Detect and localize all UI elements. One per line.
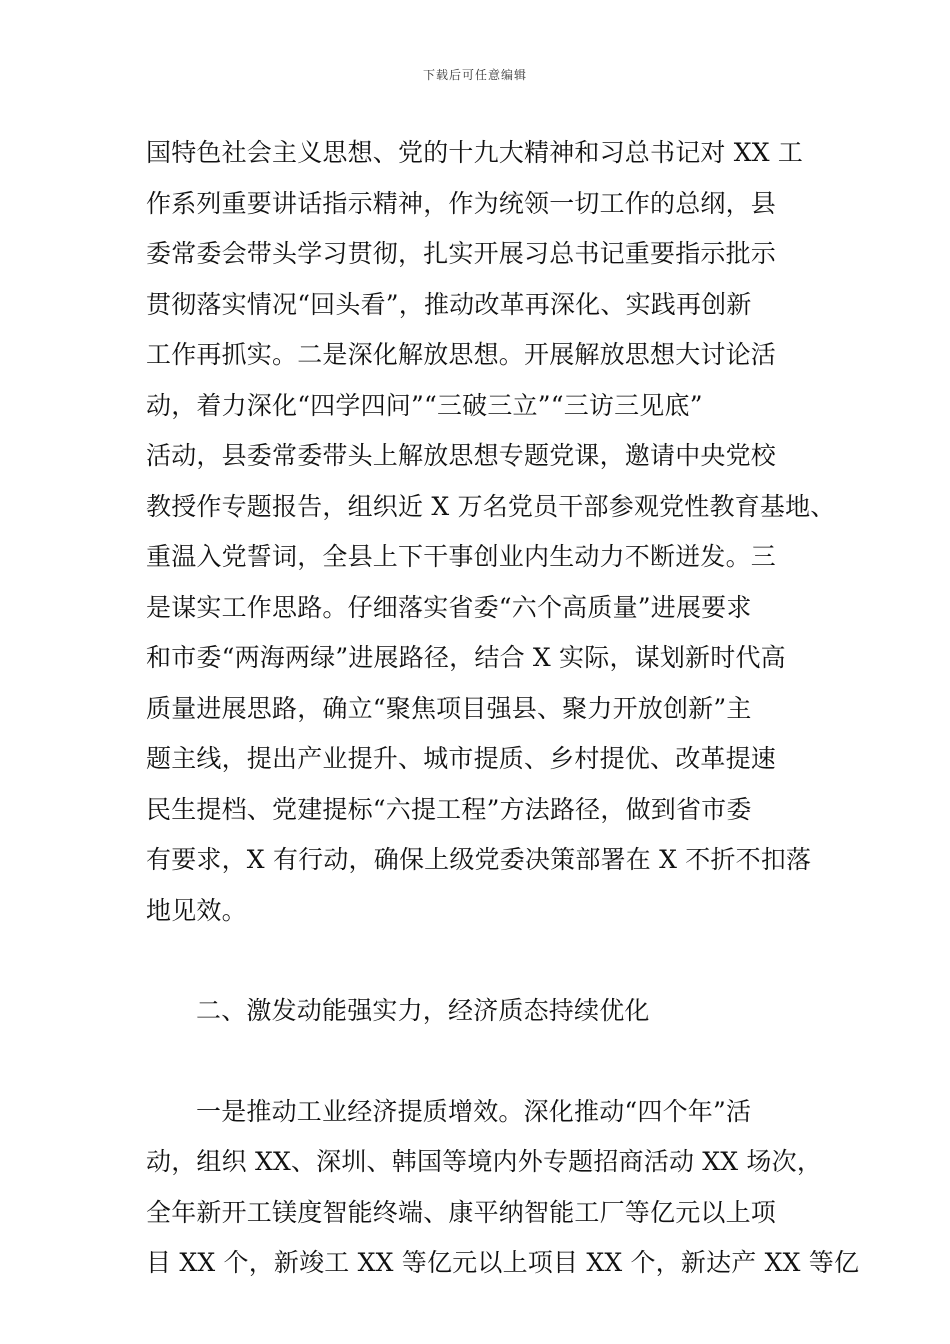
text-line: 地见效。: [146, 895, 247, 925]
text-line: 和市委“两海两绿”进展路径，结合 X 实际，谋划新时代高: [146, 643, 786, 672]
text-line: 一是推动工业经济提质增效。深化推动“四个年”活: [196, 1096, 752, 1126]
text-line: 重温入党誓词，全县上下干事创业内生动力不断迸发。三: [146, 542, 777, 571]
document-body: [146, 128, 860, 1289]
text-line: 国特色社会主义思想、党的十九大精神和习总书记对 XX 工: [146, 138, 804, 167]
text-line: 工作再抓实。二是深化解放思想。开展解放思想大讨论活: [146, 340, 777, 369]
text-line: 动，组织 XX、深圳、韩国等境内外专题招商活动 XX 场次，: [146, 1147, 823, 1176]
text-line: 教授作专题报告，组织近 X 万名党员干部参观党性教育基地、: [146, 491, 836, 521]
text-line: 题主线，提出产业提升、城市提质、乡村提优、改革提速: [146, 744, 777, 773]
text-line: 是谋实工作思路。仔细落实省委“六个高质量”进展要求: [146, 592, 752, 622]
text-line: 有要求，X 有行动，确保上级党委决策部署在 X 不折不扣落: [146, 845, 812, 874]
paragraph-1: [146, 128, 836, 936]
text-line: 委常委会带头学习贯彻，扎实开展习总书记重要指示批示: [146, 239, 777, 268]
paragraph-2: [146, 1087, 860, 1289]
paragraph-gap: [146, 1037, 826, 1087]
text-line: 全年新开工镁度智能终端、康平纳智能工厂等亿元以上项: [146, 1197, 777, 1227]
section-heading: 二、激发动能强实力，经济质态持续优化: [196, 996, 650, 1025]
text-line: 民生提档、党建提标“六提工程”方法路径，做到省市委: [146, 794, 752, 824]
text-line: 贯彻落实情况“回头看”，推动改革再深化、实践再创新: [146, 289, 752, 319]
header-note: 下载后可任意编辑: [422, 68, 527, 82]
text-line: 动，着力深化“四学四问”“三破三立”“三访三见底”: [146, 390, 703, 420]
text-line: 目 XX 个，新竣工 XX 等亿元以上项目 XX 个，新达产 XX 等亿: [146, 1248, 860, 1277]
paragraph-gap: [146, 936, 826, 986]
text-line: 质量进展思路，确立“聚焦项目强县、聚力开放创新”主: [146, 693, 752, 723]
text-line: 活动，县委常委带头上解放思想专题党课，邀请中央党校: [146, 441, 777, 470]
text-line: 作系列重要讲话指示精神，作为统领一切工作的总纲，县: [146, 188, 777, 218]
